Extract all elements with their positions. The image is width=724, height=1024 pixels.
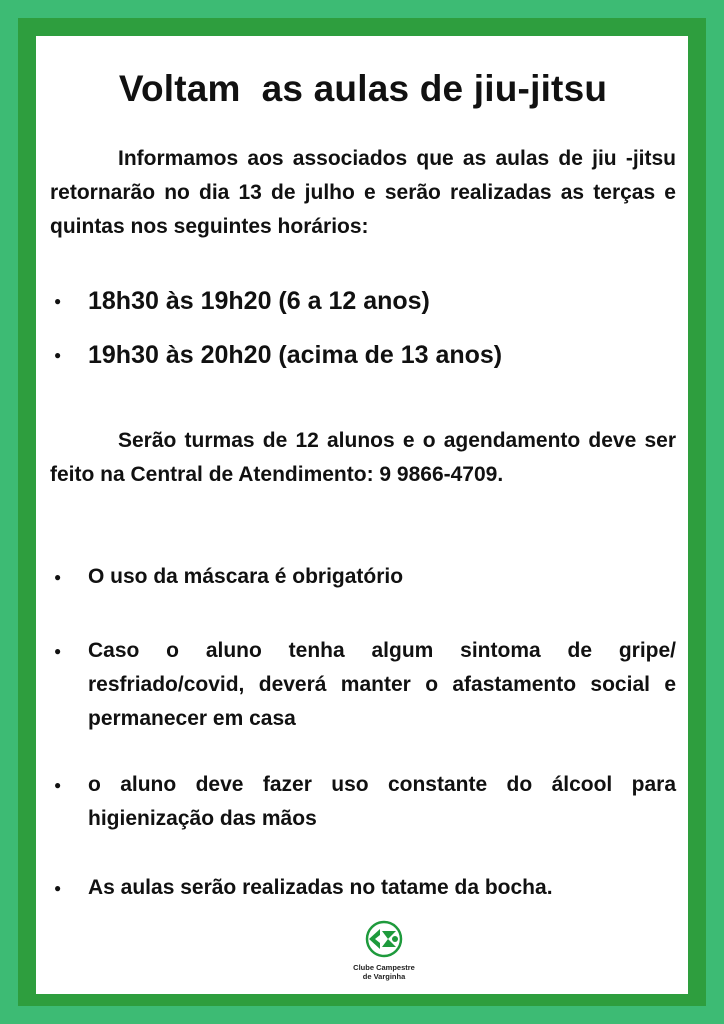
intro-paragraph: Informamos aos associados que as aulas de jiu -jitsu retornarão no dia 13 de julho e serão realizadas as terças e quintas nos seguintes horários: (50, 147, 676, 238)
club-emblem-icon (358, 920, 410, 958)
bullet-icon: ● (54, 644, 62, 658)
bullet-icon: ● (54, 570, 62, 584)
club-logo (334, 920, 434, 986)
logo-caption-line1: Clube Campestre (353, 963, 415, 972)
rule-item (50, 560, 676, 594)
rule-text: o aluno deve fazer uso constante do álcool para higienização das mãos (88, 773, 676, 830)
rule-item (50, 768, 676, 836)
schedule-text: 19h30 às 20h20 (acima de 13 anos) (88, 341, 503, 369)
rule-text: O uso da máscara é obrigatório (88, 565, 404, 588)
rule-item (50, 871, 676, 905)
flyer-title: Voltam as aulas de jiu-jitsu (118, 68, 608, 109)
rule-text: As aulas serão realizadas no tatame da bocha. (88, 876, 553, 899)
schedule-item (50, 286, 714, 316)
bullet-icon: ● (54, 778, 62, 792)
rule-text: Caso o aluno tenha algum sintoma de gripe/ resfriado/covid, deverá manter o afastamento social e permanecer em casa (88, 639, 676, 730)
bullet-icon: ● (54, 881, 62, 895)
bullet-icon: ● (54, 348, 62, 362)
rule-item (50, 634, 676, 736)
flyer-page (36, 36, 688, 994)
bullet-icon: ● (54, 294, 62, 308)
logo-caption-line2: de Varginha (362, 972, 406, 981)
schedule-item (50, 340, 714, 370)
schedule-text: 18h30 às 19h20 (6 a 12 anos) (88, 287, 430, 315)
booking-paragraph: Serão turmas de 12 alunos e o agendamento deve ser feito na Central de Atendimento: 9 9866-4709. (50, 429, 676, 486)
